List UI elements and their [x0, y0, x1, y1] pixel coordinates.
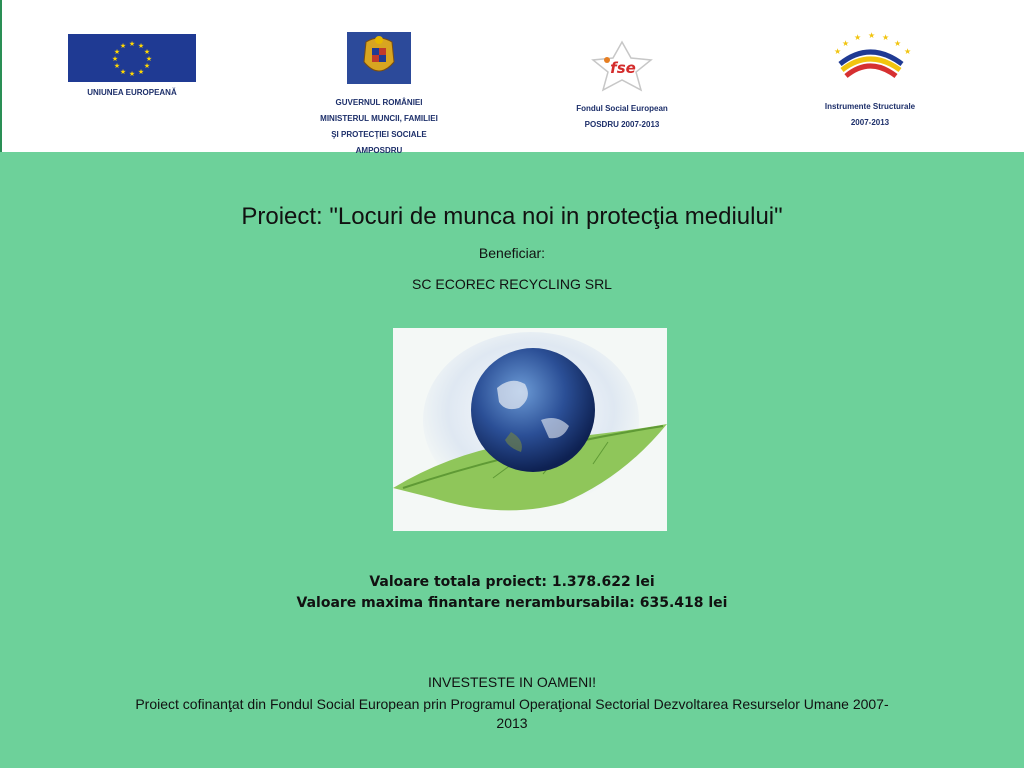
svg-text:★: ★ [128, 70, 136, 78]
svg-text:★: ★ [111, 55, 119, 63]
project-title: Proiect: "Locuri de munca noi in protecţia mediului" [241, 203, 783, 230]
svg-text:★: ★ [137, 42, 145, 50]
eu-logo [68, 34, 196, 97]
footer-line-1: Proiect cofinanţat din Fondul Social European prin Programul Operaţional Sectorial Dezvoltarea Resurselor Umane 2007- [135, 696, 889, 712]
beneficiary-label: Beneficiar: [478, 245, 546, 261]
footer-line-2: 2013 [496, 715, 528, 731]
svg-text:★: ★ [894, 39, 902, 48]
svg-text:★: ★ [128, 40, 136, 48]
svg-text:★: ★ [842, 39, 850, 48]
government-logo [290, 32, 468, 163]
fse-star-icon [577, 40, 667, 92]
beneficiary-name: SC ECOREC RECYCLING SRL [412, 276, 612, 292]
footer-cofinancing-text [62, 695, 962, 733]
svg-text:★: ★ [143, 62, 151, 70]
svg-text:★: ★ [113, 48, 121, 56]
max-funding-value: Valoare maxima finantare nerambursabila: 635.418 lei [296, 595, 728, 611]
svg-text:★: ★ [834, 47, 842, 56]
svg-text:★: ★ [119, 68, 127, 76]
instrumente-caption: Instrumente Structurale 2007-2013 [824, 102, 916, 127]
svg-text:★: ★ [143, 48, 151, 56]
logo-header [0, 0, 1024, 155]
eu-caption: UNIUNEA EUROPEANĂ [87, 88, 177, 97]
earth-on-leaf-image [393, 328, 667, 531]
svg-text:★: ★ [882, 33, 890, 42]
slogan: INVESTESTE IN OAMENI! [427, 674, 597, 690]
fse-caption: Fondul Social European POSDRU 2007-2013 [576, 104, 668, 129]
svg-text:★: ★ [904, 47, 912, 56]
total-value: Valoare totala proiect: 1.378.622 lei [369, 574, 655, 590]
instrumente-structurale-logo [800, 32, 940, 135]
structural-instruments-icon [820, 32, 920, 90]
svg-text:★: ★ [137, 68, 145, 76]
svg-text:★: ★ [868, 32, 876, 40]
svg-text:★: ★ [119, 42, 127, 50]
earth-leaf-icon [393, 328, 667, 531]
government-caption: GUVERNUL ROMÂNIEI MINISTERUL MUNCII, FAMILIEI ŞI PROTECŢIEI SOCIALE AMPOSDRU [320, 98, 438, 155]
eu-flag-icon [68, 34, 196, 84]
fse-logo [552, 40, 692, 137]
svg-text:★: ★ [113, 62, 121, 70]
svg-text:fse: fse [610, 59, 636, 77]
svg-text:★: ★ [145, 55, 153, 63]
svg-text:★: ★ [854, 33, 862, 42]
coat-of-arms-icon [344, 32, 414, 86]
